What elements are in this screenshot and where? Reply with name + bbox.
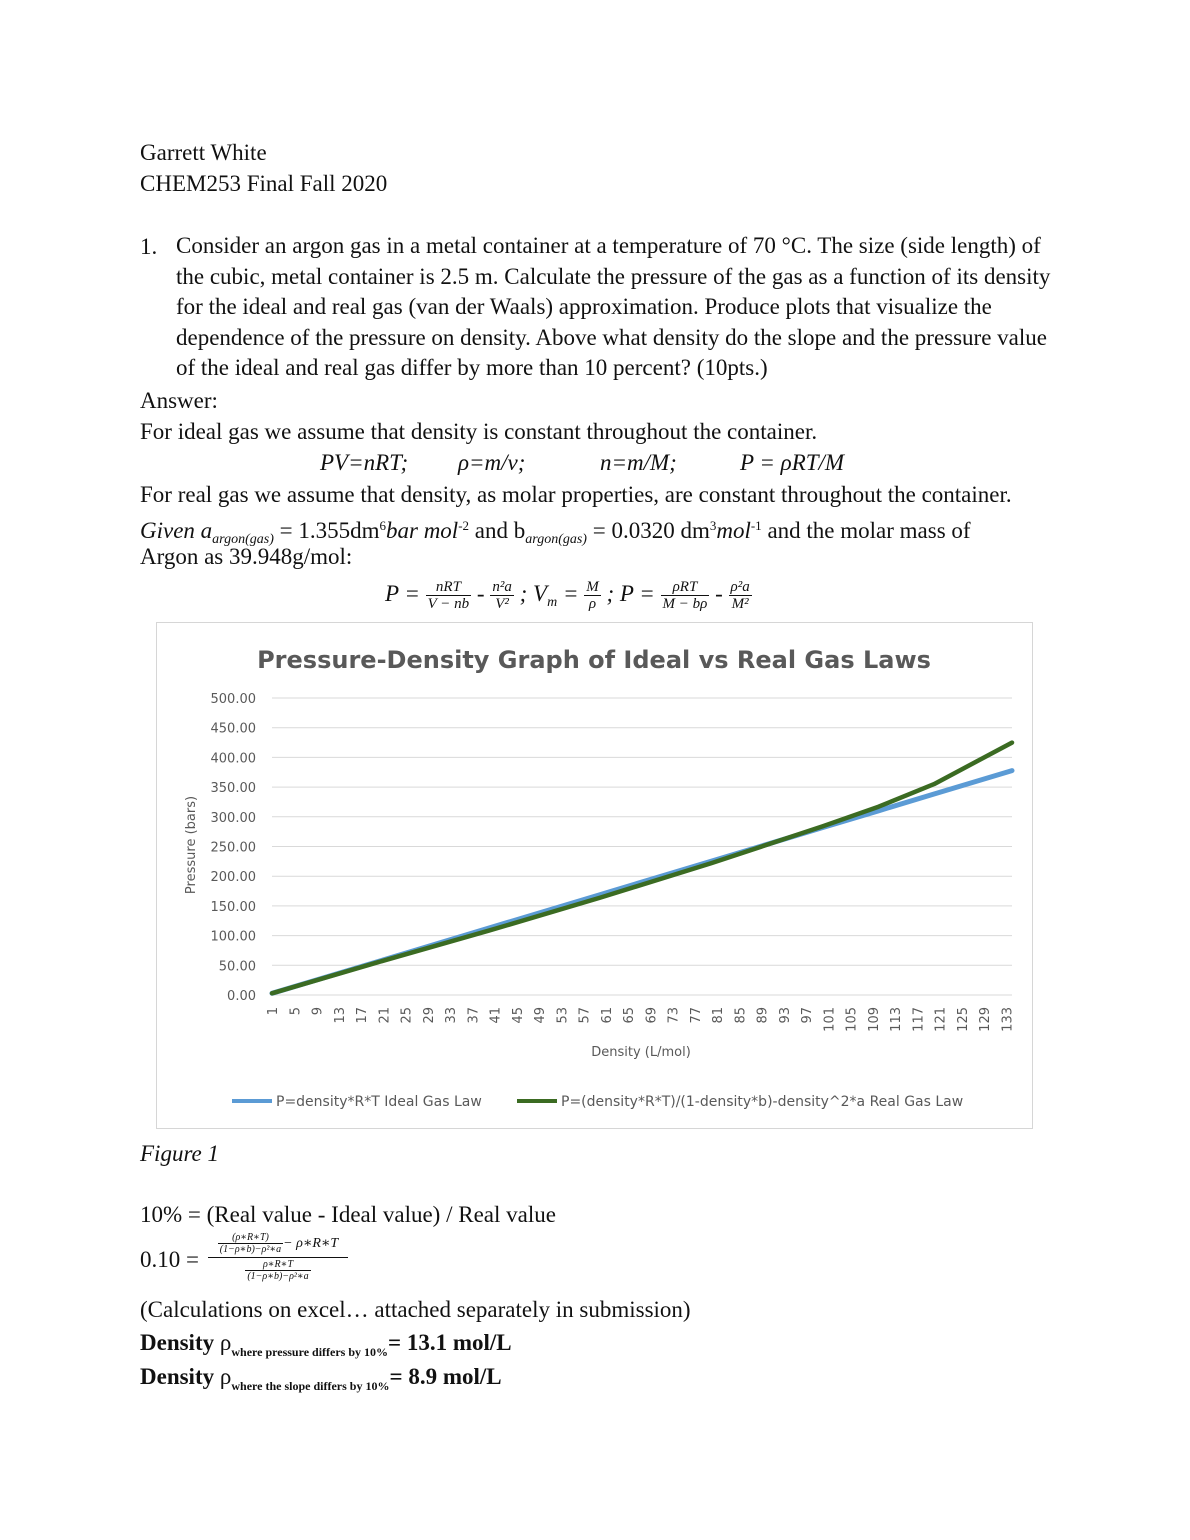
chart-series	[272, 743, 1012, 994]
vdw-f2-num: n²a	[492, 579, 512, 596]
given-a-exp: 6	[379, 518, 386, 533]
ideal-eq-3: n=m/M;	[600, 450, 677, 475]
x-tick-label: 37	[466, 1007, 482, 1024]
x-tick-label: 113	[889, 1007, 905, 1032]
question-text: Consider an argon gas in a metal container at a temperature of 70 °C. The size (side length) of the cubic, metal container is 2.5 m. Calculate the pressure of the gas as a function of its density for the ideal and real gas (van der Waals) approximation. Produce plots that visualize the dependence of the pressure on density. Above what density do the slope and the pressure value of the ideal and real gas differ by more than 10 percent? (10pts.)	[176, 233, 1051, 381]
ratio-bot-frac	[245, 1259, 310, 1282]
vdw-frac-4	[661, 579, 710, 612]
molar-mass: Argon as 39.948g/mol:	[140, 544, 353, 569]
given-b-unit: mol	[716, 518, 751, 543]
x-tick-label: 77	[688, 1007, 704, 1024]
legend-label: P=(density*R*T)/(1-density*b)-density^2*a Real Gas Law	[561, 1094, 964, 1110]
x-tick-label: 33	[444, 1007, 460, 1024]
real-intro: For real gas we assume that density, as molar properties, are constant throughout the container.	[140, 482, 1012, 507]
d1-sub: where pressure differs by 10%	[231, 1345, 389, 1359]
x-tick-label: 53	[555, 1007, 571, 1024]
x-tick-label: 9	[310, 1007, 326, 1016]
x-tick-label: 29	[421, 1007, 437, 1024]
vdw-frac-2	[490, 579, 514, 612]
x-tick-label: 109	[866, 1007, 882, 1032]
ratio-top-frac	[218, 1232, 283, 1255]
vdw-f3-den: ρ	[588, 596, 597, 613]
vdw-frac-1	[426, 579, 472, 612]
vdw-frac-5	[729, 579, 752, 612]
vdw-sep-1: ; V	[519, 581, 548, 606]
ratio-fraction	[208, 1232, 348, 1282]
y-tick-label: 150.00	[210, 899, 256, 915]
vdw-frac-3	[584, 579, 601, 612]
y-tick-label: 400.00	[210, 751, 256, 767]
x-tick-label: 121	[933, 1007, 949, 1032]
chart-x-ticks	[266, 1007, 1015, 1032]
given-a-unit: bar mol	[386, 518, 459, 543]
vdw-minus-2: -	[715, 581, 729, 606]
y-tick-label: 0.00	[227, 989, 256, 1004]
chart-legend	[232, 1094, 963, 1110]
vdw-sep-2: ; P =	[606, 581, 661, 606]
chart-y-ticks	[211, 692, 257, 1004]
y-tick-label: 100.00	[210, 929, 256, 945]
ideal-eq-1: PV=nRT;	[320, 450, 409, 475]
x-tick-label: 61	[599, 1007, 615, 1024]
x-tick-label: 129	[978, 1007, 994, 1032]
given-b-val: = 0.0320 dm	[586, 518, 710, 543]
x-tick-label: 69	[644, 1007, 660, 1024]
author-name: Garrett White	[140, 140, 267, 165]
ratio-bot-num: ρ∗R∗T	[245, 1259, 310, 1271]
calc-note: (Calculations on excel… attached separately in submission)	[140, 1297, 691, 1322]
d2-rho: ρ	[219, 1364, 232, 1389]
d2-val: = 8.9 mol/L	[389, 1364, 502, 1389]
d1-val: = 13.1 mol/L	[388, 1330, 512, 1355]
y-tick-label: 250.00	[210, 840, 256, 856]
y-tick-label: 50.00	[218, 959, 256, 975]
pressure-density-chart	[156, 622, 1033, 1129]
chart-y-label: Pressure (bars)	[184, 795, 199, 895]
d1-label: Density	[140, 1330, 220, 1355]
ratio-top-den: (1−ρ∗b)−ρ²∗a	[219, 1244, 282, 1255]
x-tick-label: 93	[777, 1007, 793, 1024]
chart-svg	[157, 623, 1032, 1128]
x-tick-label: 25	[399, 1007, 415, 1024]
x-tick-label: 105	[844, 1007, 860, 1032]
x-tick-label: 21	[377, 1007, 393, 1024]
vdw-p1: P =	[385, 581, 426, 606]
percent-formula: 10% = (Real value - Ideal value) / Real value	[140, 1202, 556, 1227]
chart-x-label: Density (L/mol)	[591, 1045, 691, 1060]
x-tick-label: 65	[622, 1007, 638, 1024]
given-and: and b	[469, 518, 526, 543]
given-b-sub: argon(gas)	[525, 532, 587, 547]
vdw-f5-num: ρ²a	[730, 579, 750, 596]
given-b-unit-exp: -1	[750, 518, 762, 533]
vdw-f4-den: M − bρ	[662, 596, 708, 613]
real-gas-series-line	[272, 743, 1012, 994]
x-tick-label: 17	[355, 1007, 371, 1024]
x-tick-label: 117	[911, 1007, 927, 1032]
given-a-sub: argon(gas)	[212, 532, 274, 547]
given-b-exp: 3	[709, 518, 717, 533]
ratio-top-num: (ρ∗R∗T)	[218, 1232, 283, 1244]
vdw-minus-1: -	[476, 581, 491, 606]
given-a-val: = 1.355dm	[273, 518, 380, 543]
x-tick-label: 101	[822, 1007, 838, 1032]
ratio-top	[208, 1232, 348, 1258]
y-tick-label: 300.00	[210, 810, 256, 826]
vdw-vm-sub: m	[547, 595, 558, 610]
x-tick-label: 85	[733, 1007, 749, 1024]
d2-label: Density	[140, 1364, 220, 1389]
x-tick-label: 133	[1000, 1007, 1016, 1032]
x-tick-label: 57	[577, 1007, 593, 1024]
x-tick-label: 73	[666, 1007, 682, 1024]
given-tail: and the molar mass of	[761, 518, 971, 543]
vdw-f4-num: ρRT	[661, 579, 710, 596]
y-tick-label: 450.00	[210, 721, 256, 737]
chart-grid	[272, 698, 1012, 995]
question-number: 1.	[140, 234, 158, 259]
given-a-unit-exp: -2	[458, 518, 470, 533]
given-prefix: Given a	[140, 518, 213, 543]
vdw-f2-den: V²	[495, 596, 509, 613]
y-tick-label: 350.00	[210, 781, 256, 797]
vdw-eq-2: =	[557, 581, 585, 606]
ratio-bottom	[208, 1258, 348, 1282]
x-tick-label: 89	[755, 1007, 771, 1024]
ideal-eq-4: P = ρRT/M	[740, 450, 845, 475]
ideal-eq-2: ρ=m/v;	[458, 450, 526, 475]
y-tick-label: 500.00	[210, 692, 256, 707]
course-title: CHEM253 Final Fall 2020	[140, 171, 388, 196]
vdw-f3-num: M	[586, 579, 599, 596]
vdw-equation	[385, 578, 752, 618]
x-tick-label: 45	[510, 1007, 526, 1024]
d1-rho: ρ	[219, 1330, 232, 1355]
ideal-intro: For ideal gas we assume that density is constant throughout the container.	[140, 419, 818, 444]
ratio-top-minus: − ρ∗R∗T	[283, 1236, 339, 1251]
ratio-lhs: 0.10 =	[140, 1247, 199, 1272]
x-tick-label: 13	[332, 1007, 348, 1024]
x-tick-label: 125	[955, 1007, 971, 1032]
x-tick-label: 1	[266, 1007, 281, 1016]
figure-caption: Figure 1	[140, 1141, 219, 1166]
vdw-f1-den: V − nb	[427, 596, 470, 613]
x-tick-label: 5	[288, 1007, 304, 1016]
x-tick-label: 41	[488, 1007, 504, 1024]
ratio-bot-den: (1−ρ∗b)−ρ²∗a	[247, 1271, 309, 1282]
answer-label: Answer:	[140, 388, 218, 413]
x-tick-label: 97	[800, 1007, 816, 1024]
x-tick-label: 49	[533, 1007, 549, 1024]
vdw-f1-num: nRT	[426, 579, 472, 596]
d2-sub: where the slope differs by 10%	[231, 1379, 390, 1393]
y-tick-label: 200.00	[210, 870, 256, 886]
x-tick-label: 81	[711, 1007, 727, 1024]
chart-title: Pressure-Density Graph of Ideal vs Real Gas Laws	[257, 646, 931, 674]
legend-label: P=density*R*T Ideal Gas Law	[276, 1094, 482, 1110]
density-slope-result	[140, 1361, 502, 1402]
vdw-f5-den: M²	[731, 596, 749, 613]
